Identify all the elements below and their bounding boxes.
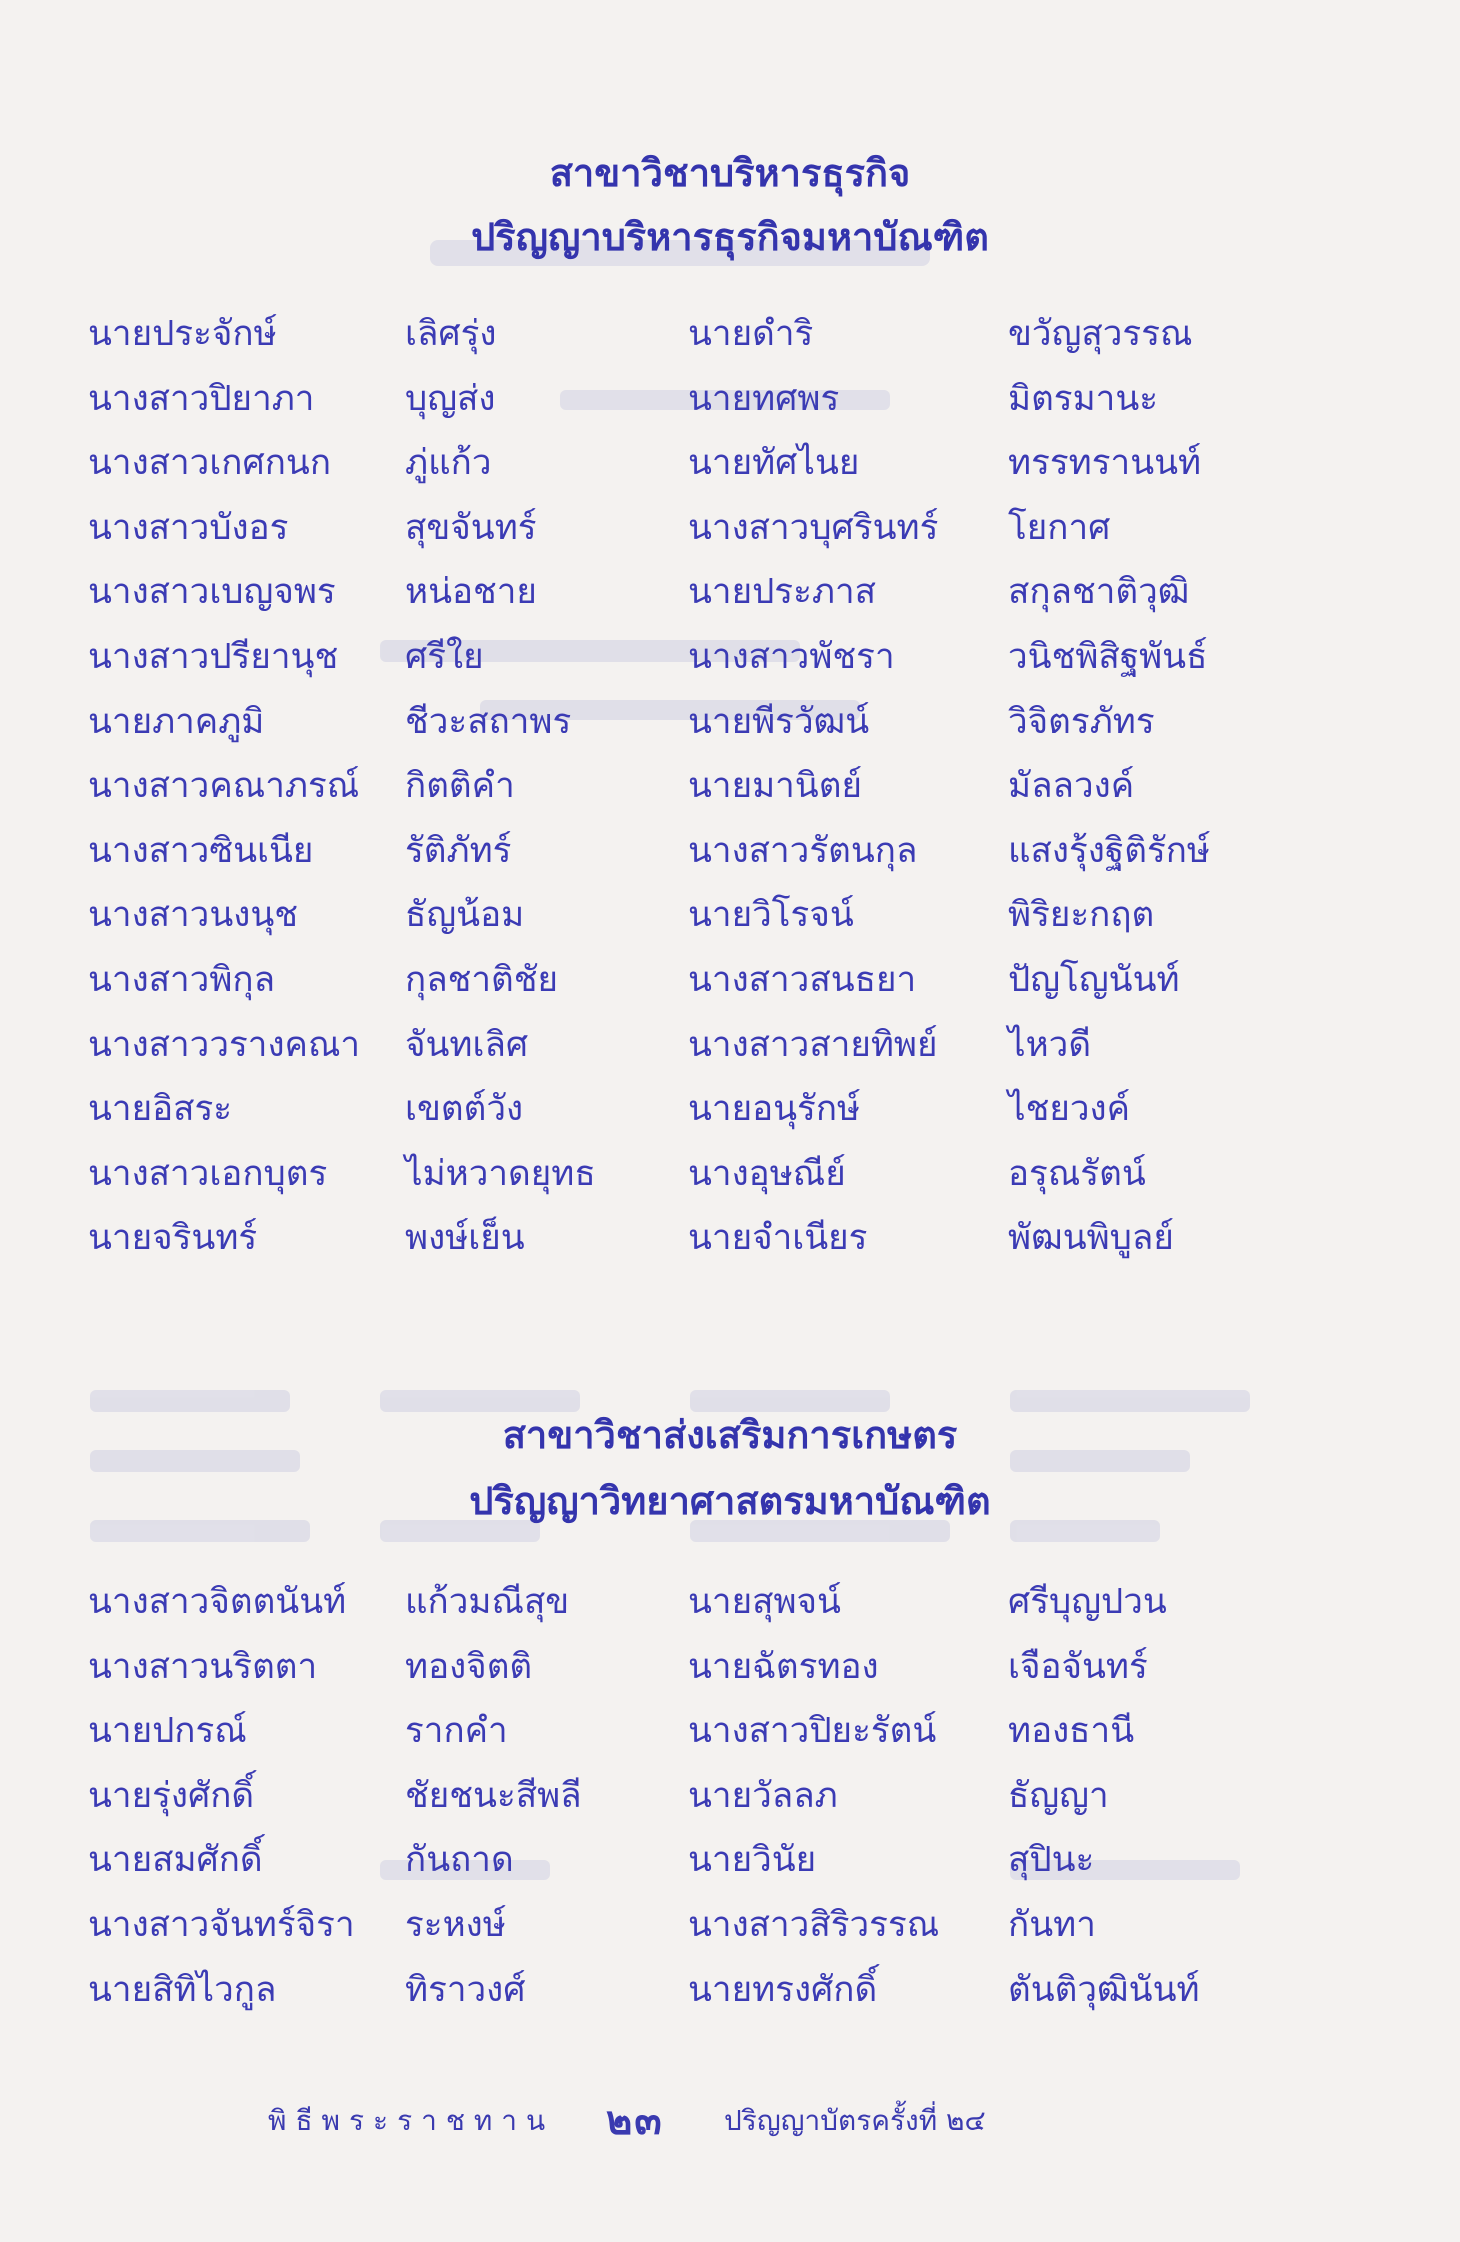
name-row — [0, 1142, 1460, 1207]
name-row — [0, 302, 1460, 367]
last-name: หน่อชาย — [405, 572, 537, 613]
name-row — [0, 948, 1460, 1013]
name-row — [0, 1013, 1460, 1078]
name-row — [0, 754, 1460, 819]
first-name: นายจำเนียร — [688, 1218, 868, 1259]
first-name: นางสาวคณาภรณ์ — [88, 766, 360, 807]
first-name: นายอิสระ — [88, 1089, 233, 1130]
last-name: ทิราวงศ์ — [405, 1969, 526, 2010]
last-name: วิจิตรภัทร — [1008, 701, 1155, 742]
last-name: พัฒนพิบูลย์ — [1008, 1218, 1174, 1259]
first-name: นางสาวสายทิพย์ — [688, 1024, 938, 1065]
last-name: ทองจิตติ — [405, 1646, 533, 1687]
section-1-degree: ปริญญาบริหารธุรกิจมหาบัณฑิต — [471, 214, 989, 259]
last-name: อรุณรัตน์ — [1008, 1153, 1146, 1194]
name-row — [0, 1635, 1460, 1700]
last-name: โยกาศ — [1008, 507, 1111, 548]
footer-degree-ceremony-text: ปริญญาบัตรครั้งที่ ๒๔ — [724, 2104, 986, 2137]
first-name: นายประจักษ์ — [88, 314, 277, 354]
first-name: นางสาวบังอร — [88, 507, 289, 548]
name-row — [0, 1958, 1460, 2023]
last-name: กันทา — [1008, 1904, 1096, 1945]
last-name: วนิชพิสิฐพันธ์ — [1008, 636, 1208, 677]
last-name: ชีวะสถาพร — [405, 701, 572, 742]
first-name: นางสาวพัชรา — [688, 636, 895, 677]
section-2-degree: ปริญญาวิทยาศาสตรมหาบัณฑิต — [469, 1478, 991, 1523]
last-name: ศรีใย — [405, 636, 484, 677]
last-name: พงษ์เย็น — [405, 1218, 525, 1259]
last-name: ระหงษ์ — [405, 1904, 506, 1945]
last-name: พิริยะกฤต — [1008, 895, 1155, 936]
first-name: นางสาวนงนุช — [88, 895, 299, 936]
first-name: นางสาวเบญจพร — [88, 572, 336, 613]
first-name: นายสิทิไวกูล — [88, 1969, 277, 2010]
name-row — [0, 1570, 1460, 1635]
first-name: นางสาวจิตตนันท์ — [88, 1582, 347, 1622]
first-name: นางสาวสิริวรรณ — [688, 1904, 940, 1945]
first-name: นางสาววรางคณา — [88, 1024, 361, 1065]
name-row — [0, 1206, 1460, 1271]
first-name: นายอนุรักษ์ — [688, 1089, 861, 1130]
section-2-title: สาขาวิชาส่งเสริมการเกษตร — [502, 1412, 958, 1457]
name-row — [0, 625, 1460, 690]
section-1-title: สาขาวิชาบริหารธุรกิจ — [549, 150, 911, 195]
last-name: บุญส่ง — [405, 378, 496, 419]
first-name: นายฉัตรทอง — [688, 1646, 879, 1687]
name-row — [0, 1077, 1460, 1142]
last-name: สกุลชาติวุฒิ — [1008, 572, 1190, 613]
last-name: ไม่หวาดยุทธ — [405, 1153, 596, 1194]
last-name: ตันติวุฒินันท์ — [1008, 1969, 1200, 2010]
last-name: กุลชาติชัย — [405, 959, 559, 1000]
last-name: ทรรทรานนท์ — [1008, 443, 1202, 484]
first-name: นางสาวพิกุล — [88, 959, 276, 1000]
name-row — [0, 690, 1460, 755]
last-name: ปัญโญนันท์ — [1008, 959, 1180, 1000]
name-row — [0, 560, 1460, 625]
first-name: นางสาวรัตนกุล — [688, 830, 918, 871]
last-name: แสงรุ้งฐิติรักษ์ — [1008, 830, 1211, 871]
last-name: มัลลวงค์ — [1008, 766, 1135, 807]
last-name: เขตต์วัง — [405, 1089, 524, 1130]
first-name: นายสุพจน์ — [688, 1582, 841, 1622]
section-2-name-list — [0, 1570, 1460, 2022]
first-name: นางสาวปิยาภา — [88, 378, 315, 419]
name-row — [0, 431, 1460, 496]
first-name: นายวิโรจน์ — [688, 895, 854, 936]
first-name: นายประภาส — [688, 572, 876, 613]
first-name: นางสาวซินเนีย — [88, 830, 314, 871]
first-name: นายทรงศักดิ์ — [688, 1969, 878, 2010]
first-name: นางอุษณีย์ — [688, 1153, 846, 1194]
first-name: นายปกรณ์ — [88, 1711, 247, 1752]
last-name: เลิศรุ่ง — [405, 314, 497, 354]
last-name: กิตติคำ — [405, 766, 515, 807]
first-name: นายรุ่งศักดิ์ — [88, 1775, 255, 1816]
last-name: ไหวดี — [1008, 1024, 1092, 1065]
first-name: นายทศพร — [688, 378, 840, 419]
first-name: นายพีรวัฒน์ — [688, 701, 870, 742]
first-name: นางสาวเกศกนก — [88, 443, 332, 484]
first-name: นายมานิตย์ — [688, 766, 862, 807]
page-footer — [0, 2096, 1460, 2146]
last-name: กันถาด — [405, 1840, 514, 1881]
section-1-name-list — [0, 302, 1460, 1271]
last-name: แก้วมณีสุข — [405, 1582, 570, 1622]
first-name: นางสาวนริตตา — [88, 1646, 318, 1687]
last-name: ไชยวงค์ — [1008, 1089, 1131, 1130]
name-row — [0, 883, 1460, 948]
first-name: นางสาวปิยะรัตน์ — [688, 1711, 937, 1752]
name-row — [0, 1764, 1460, 1829]
last-name: รากคำ — [405, 1711, 508, 1752]
last-name: จันทเลิศ — [405, 1024, 529, 1065]
name-row — [0, 1828, 1460, 1893]
last-name: สุขจันทร์ — [405, 507, 537, 548]
first-name: นายวัลลภ — [688, 1775, 838, 1816]
last-name: ภู่แก้ว — [405, 443, 492, 484]
first-name: นางสาวปรียานุช — [88, 636, 339, 677]
first-name: นายจรินทร์ — [88, 1218, 258, 1259]
footer-ceremony-text: พิธีพระราชทาน — [268, 2104, 555, 2137]
last-name: ศรีบุญปวน — [1008, 1582, 1167, 1622]
last-name: รัติภัทร์ — [405, 830, 512, 871]
last-name: สุปินะ — [1008, 1840, 1095, 1881]
last-name: ธัญน้อม — [405, 895, 525, 936]
last-name: ธัญญา — [1008, 1775, 1109, 1816]
name-row — [0, 1893, 1460, 1958]
last-name: ทองธานี — [1008, 1711, 1135, 1752]
first-name: นายสมศักดิ์ — [88, 1840, 263, 1881]
page-number: ๒๓ — [606, 2097, 664, 2144]
name-row — [0, 1699, 1460, 1764]
first-name: นายภาคภูมิ — [88, 701, 265, 742]
name-row — [0, 819, 1460, 884]
first-name: นางสาวเอกบุตร — [88, 1153, 328, 1194]
first-name: นายทัศไนย — [688, 443, 860, 484]
last-name: ชัยชนะสีพลี — [405, 1775, 582, 1816]
first-name: นางสาวสนธยา — [688, 959, 917, 1000]
last-name: มิตรมานะ — [1008, 378, 1159, 419]
last-name: เจือจันทร์ — [1008, 1646, 1148, 1687]
first-name: นางสาวจันทร์จิรา — [88, 1904, 355, 1945]
name-row — [0, 367, 1460, 432]
first-name: นางสาวบุศรินทร์ — [688, 507, 939, 548]
name-row — [0, 496, 1460, 561]
first-name: นายดำริ — [688, 314, 814, 354]
first-name: นายวินัย — [688, 1840, 817, 1881]
last-name: ขวัญสุวรรณ — [1008, 314, 1193, 354]
